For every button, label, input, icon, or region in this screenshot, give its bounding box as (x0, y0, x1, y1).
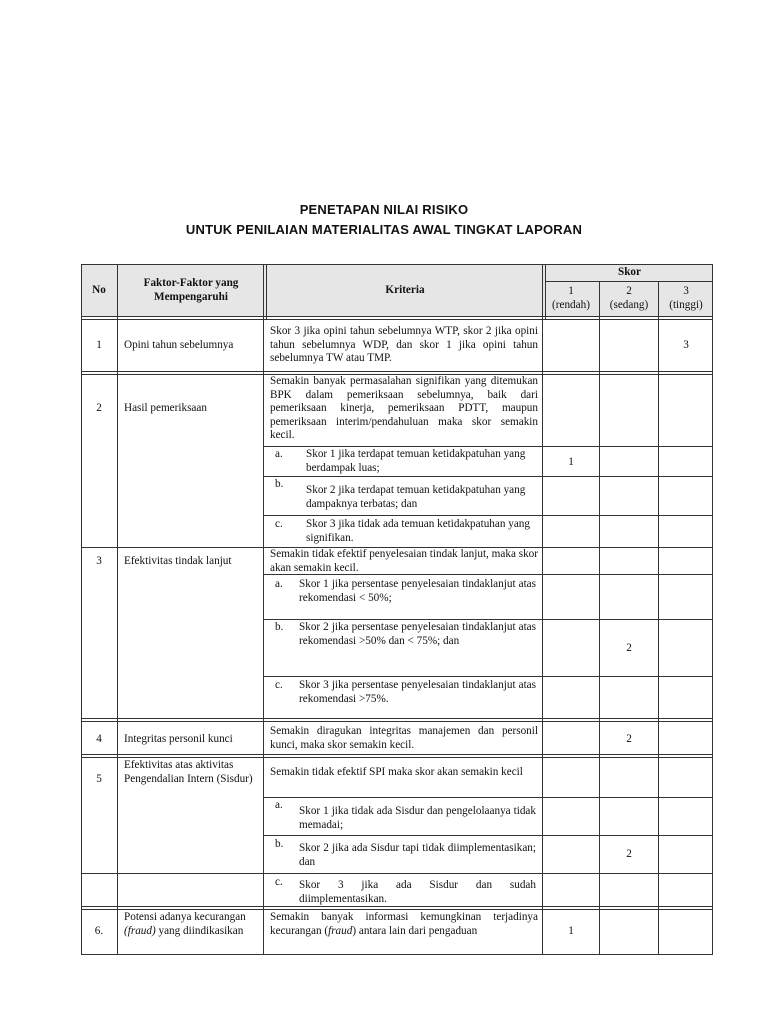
risk-score-table (81, 264, 713, 955)
row-1-faktor: Opini tahun sebelumnya (124, 339, 234, 351)
row-6-skor-1: 1 (568, 925, 574, 937)
row-3-b-skor-2: 2 (626, 642, 632, 654)
row-1-kriteria: Skor 3 jika opini tahun sebelumnya WTP, skor 2 jika opini tahun sebelumnya WDP, dan skor 1 jika opini tahun sebelumnya TW atau TMP. (270, 325, 538, 365)
row-3-b-text: Skor 2 jika persentase penyelesaian tindaklanjut atas rekomendasi >50% dan < 75%; dan (299, 621, 536, 647)
row-2-c-text: Skor 3 jika tidak ada temuan ketidakpatuhan yang signifikan. (306, 518, 530, 544)
row-3-kriteria: Semakin tidak efektif penyelesaian tindak lanjut, maka skor akan semakin kecil. (270, 548, 538, 574)
row-6-no: 6. (94, 925, 104, 937)
row-2-a-skor-1: 1 (568, 456, 574, 468)
row-2-no: 2 (96, 402, 102, 414)
row-4-kriteria: Semakin diragukan integritas manajemen dan personil kunci, maka skor semakin kecil. (270, 725, 538, 751)
row-4-no: 4 (96, 733, 102, 745)
header-kriteria: Kriteria (385, 284, 425, 296)
row-3-c-text: Skor 3 jika persentase penyelesaian tindaklanjut atas rekomendasi >75%. (299, 679, 536, 705)
header-skor-1-number: 1 (568, 285, 574, 297)
row-5-no: 5 (96, 773, 102, 785)
row-1-skor-3: 3 (683, 339, 689, 351)
row-3-faktor: Efektivitas tindak lanjut (124, 555, 232, 567)
document-title-line-1: PENETAPAN NILAI RISIKO (299, 202, 469, 217)
header-skor-2-number: 2 (626, 285, 632, 297)
header-faktor: Faktor-Faktor yang Mempengaruhi (143, 277, 239, 303)
row-5-faktor: Efektivitas atas aktivitas Pengendalian Intern (Sisdur) (124, 759, 253, 785)
header-skor: Skor (617, 266, 641, 278)
document-title-line-2: UNTUK PENILAIAN MATERIALITAS AWAL TINGKAT LAPORAN (185, 222, 583, 237)
header-skor-1-label: (rendah) (552, 299, 590, 311)
header-no: No (92, 284, 106, 296)
header-skor-3-label: (tinggi) (669, 299, 703, 311)
row-6-kriteria (270, 911, 538, 938)
row-6-kriteria-fraud: fraud (328, 924, 353, 937)
row-3-a-letter: a. (275, 578, 283, 590)
row-5-a-letter: a. (275, 799, 283, 811)
row-2-faktor: Hasil pemeriksaan (124, 402, 207, 414)
row-5-b-letter: b. (275, 838, 284, 850)
row-5-kriteria: Semakin tidak efektif SPI maka skor akan semakin kecil (270, 766, 523, 778)
row-2-b-letter: b. (275, 478, 284, 490)
row-6-faktor-text-end: yang diindikasikan (155, 924, 244, 937)
row-3-a-text: Skor 1 jika persentase penyelesaian tindaklanjut atas rekomendasi < 50%; (299, 578, 536, 604)
row-4-skor-2: 2 (626, 733, 632, 745)
row-2-kriteria: Semakin banyak permasalahan signifikan yang ditemukan BPK dalam pemeriksaan sebelumnya, baik dari pemeriksaan kinerja, pemeriksaan PDTT, maupun pemeriksaan interim/pendahuluan maka skor semakin kecil. (270, 375, 538, 442)
row-3-b-letter: b. (275, 621, 284, 633)
row-5-b-text: Skor 2 jika ada Sisdur tapi tidak diimplementasikan; dan (299, 842, 536, 868)
row-2-b-text: Skor 2 jika terdapat temuan ketidakpatuhan yang dampaknya terbatas; dan (306, 484, 526, 510)
row-5-c-text: Skor 3 jika ada Sisdur dan sudah diimplementasikan. (299, 879, 536, 905)
row-3-c-letter: c. (275, 679, 283, 691)
row-5-c-letter: c. (275, 876, 283, 888)
row-3-no: 3 (96, 555, 102, 567)
header-skor-2-label: (sedang) (609, 299, 649, 311)
row-2-c-letter: c. (275, 518, 283, 530)
row-1-no: 1 (96, 339, 102, 351)
row-4-faktor: Integritas personil kunci (124, 733, 233, 745)
row-6-faktor-text: Potensi adanya kecurangan (124, 911, 246, 923)
row-5-a-text: Skor 1 jika tidak ada Sisdur dan pengelolaanya tidak memadai; (299, 805, 536, 831)
row-6-faktor-fraud: (fraud) (124, 924, 156, 937)
row-2-a-letter: a. (275, 448, 283, 460)
row-6-faktor (124, 911, 260, 938)
row-6-kriteria-text-end: ) antara lain dari pengaduan (352, 924, 478, 937)
row-5-b-skor-2: 2 (626, 848, 632, 860)
row-2-a-text: Skor 1 jika terdapat temuan ketidakpatuhan yang berdampak luas; (306, 448, 526, 474)
header-skor-3-number: 3 (683, 285, 689, 297)
row-6-kriteria-text: Semakin banyak informasi kemungkinan terjadinya kecurangan ( (270, 911, 538, 937)
